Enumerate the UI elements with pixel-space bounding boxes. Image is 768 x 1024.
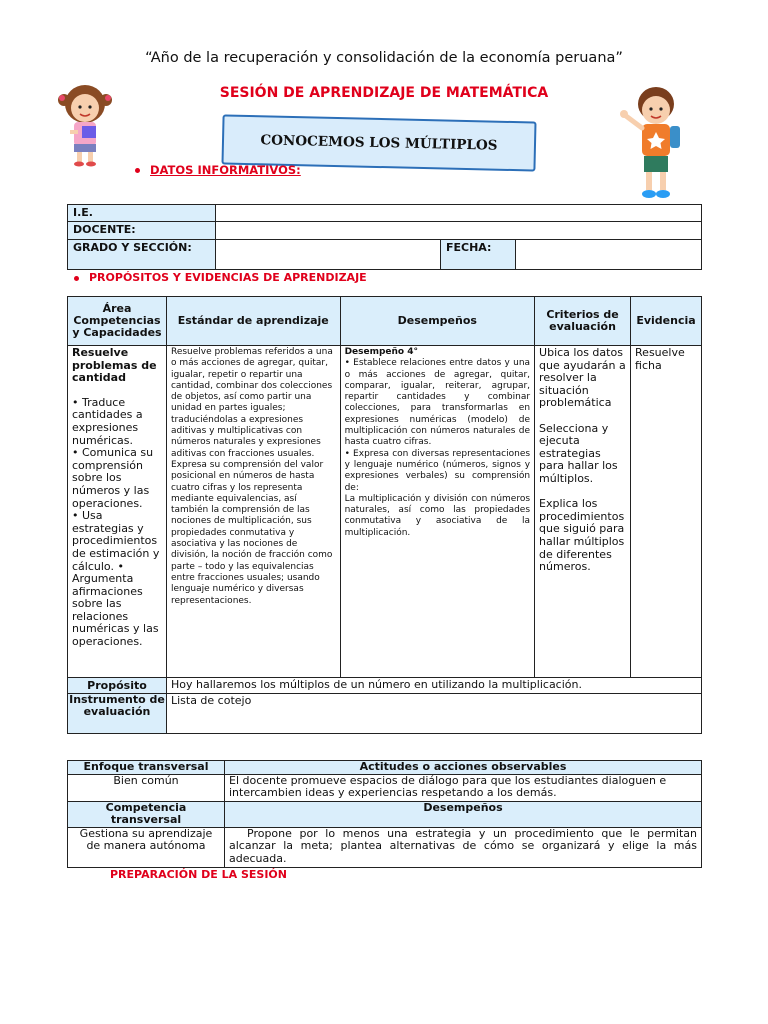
proposito-label: Propósito (68, 678, 167, 694)
ie-field[interactable] (216, 205, 702, 222)
header-criterios: Criterios de evaluación (535, 297, 631, 346)
propositos-heading-text: PROPÓSITOS Y EVIDENCIAS DE APRENDIZAJE (89, 271, 367, 284)
preparacion-heading: PREPARACIÓN DE LA SESIÓN (110, 868, 287, 881)
enfoque-header: Enfoque transversal (68, 761, 225, 775)
ie-label: I.E. (68, 205, 216, 222)
desempeno-cell (340, 346, 534, 678)
desempenos-value: Propone por lo menos una estrategia y un procedimiento que le permitan alcanzar la meta; plantea alternativas de cómo se organizará y elige la más adecuada. (225, 827, 702, 867)
proposito-text: Hoy hallaremos los múltiplos de un número en utilizando la multiplicación. (166, 678, 701, 694)
estandar-cell: Resuelve problemas referidos a una o más acciones de agregar, quitar, igualar, repetir o repartir una cantidad, combinar dos colecciones de objetos, así como partir una unidad en partes iguales; traduciéndolas a expresiones aditivas y multiplicativas con números naturales y expresiones aditivas con fracciones usuales. Expresa su comprensión del valor posicional en números de hasta cuatro cifras y los representa mediante equivalencias, así también la comprensión de las nociones de multiplicación, sus propiedades conmutativa y asociativa y las nociones de división, la noción de fracción como parte – todo y las equivalencias entre fracciones usuales; usando lenguaje numérico y diversas representaciones. (166, 346, 340, 678)
criterios-cell: Ubica los datos que ayudarán a resolver la situación problemática Selecciona y ejecuta estrategias para hallar los múltiplos. Explica los procedimientos que siguió para hallar múltiplos de diferentes números. (535, 346, 631, 678)
banner-title: CONOCEMOS LOS MÚLTIPLOS (260, 132, 498, 154)
docente-label: DOCENTE: (68, 222, 216, 240)
competencias-table (67, 296, 702, 734)
competencia-header: Competencia transversal (68, 801, 225, 827)
desempenos-header: Desempeños (225, 801, 702, 827)
propositos-heading (74, 271, 367, 284)
competencia-value: Gestiona su aprendizaje de manera autónoma (68, 827, 225, 867)
grado-field[interactable] (216, 240, 441, 270)
area-cell (68, 346, 167, 678)
bullet-icon (135, 168, 140, 173)
fecha-field[interactable] (516, 240, 702, 270)
girl-illustration (50, 82, 120, 168)
datos-heading-text: DATOS INFORMATIVOS: (150, 163, 301, 177)
grado-label: GRADO Y SECCIÓN: (68, 240, 216, 270)
actitudes-header: Actitudes o acciones observables (225, 761, 702, 775)
actitudes-value: El docente promueve espacios de diálogo para que los estudiantes dialoguen e intercambien ideas y experiencias respetando a los demás. (225, 774, 702, 801)
boy-illustration (618, 82, 694, 202)
instrumento-text: Lista de cotejo (166, 694, 701, 734)
datos-heading (135, 163, 301, 177)
instrumento-label: Instrumento de evaluación (68, 694, 167, 734)
area-capacidades: • Traduce cantidades a expresiones numéricas. • Comunica su comprensión sobre los números y las operaciones. • Usa estrategias y procedimientos de estimación y cálculo. • Argumenta afirmaciones sobre las relaciones numéricas y las operaciones. (72, 395, 160, 649)
enfoque-value: Bien común (68, 774, 225, 801)
header-estandar: Estándar de aprendizaje (166, 297, 340, 346)
evidencia-cell: Resuelve ficha (631, 346, 702, 678)
header-area: Área Competencias y Capacidades (68, 297, 167, 346)
desempeno-text: • Establece relaciones entre datos y una o más acciones de agregar, quitar, comparar, igualar, reiterar, agrupar, repartir cantidades y combinar colecciones, para transformarlas en expresiones numéricas (modelo) de multiplicación con números naturales de hasta cuatro cifras. • Expresa con diversas representaciones y lenguaje numérico (números, signos y expresiones verbales) su comprensión de: La multiplicación y división con números naturales, así como las propiedades conmutativa y asociativa de la multiplicación. (344, 358, 531, 538)
fecha-label: FECHA: (441, 240, 516, 270)
docente-field[interactable] (216, 222, 702, 240)
desempeno-title: Desempeño 4° (344, 347, 419, 357)
bullet-icon (74, 276, 79, 281)
header-evidencia: Evidencia (631, 297, 702, 346)
datos-table (67, 204, 702, 270)
header-desempenos: Desempeños (340, 297, 534, 346)
motto: “Año de la recuperación y consolidación de la economía peruana” (145, 50, 623, 66)
transversal-table (67, 760, 702, 868)
session-title: SESIÓN DE APRENDIZAJE DE MATEMÁTICA (219, 85, 549, 101)
area-title: Resuelve problemas de cantidad (72, 346, 157, 385)
